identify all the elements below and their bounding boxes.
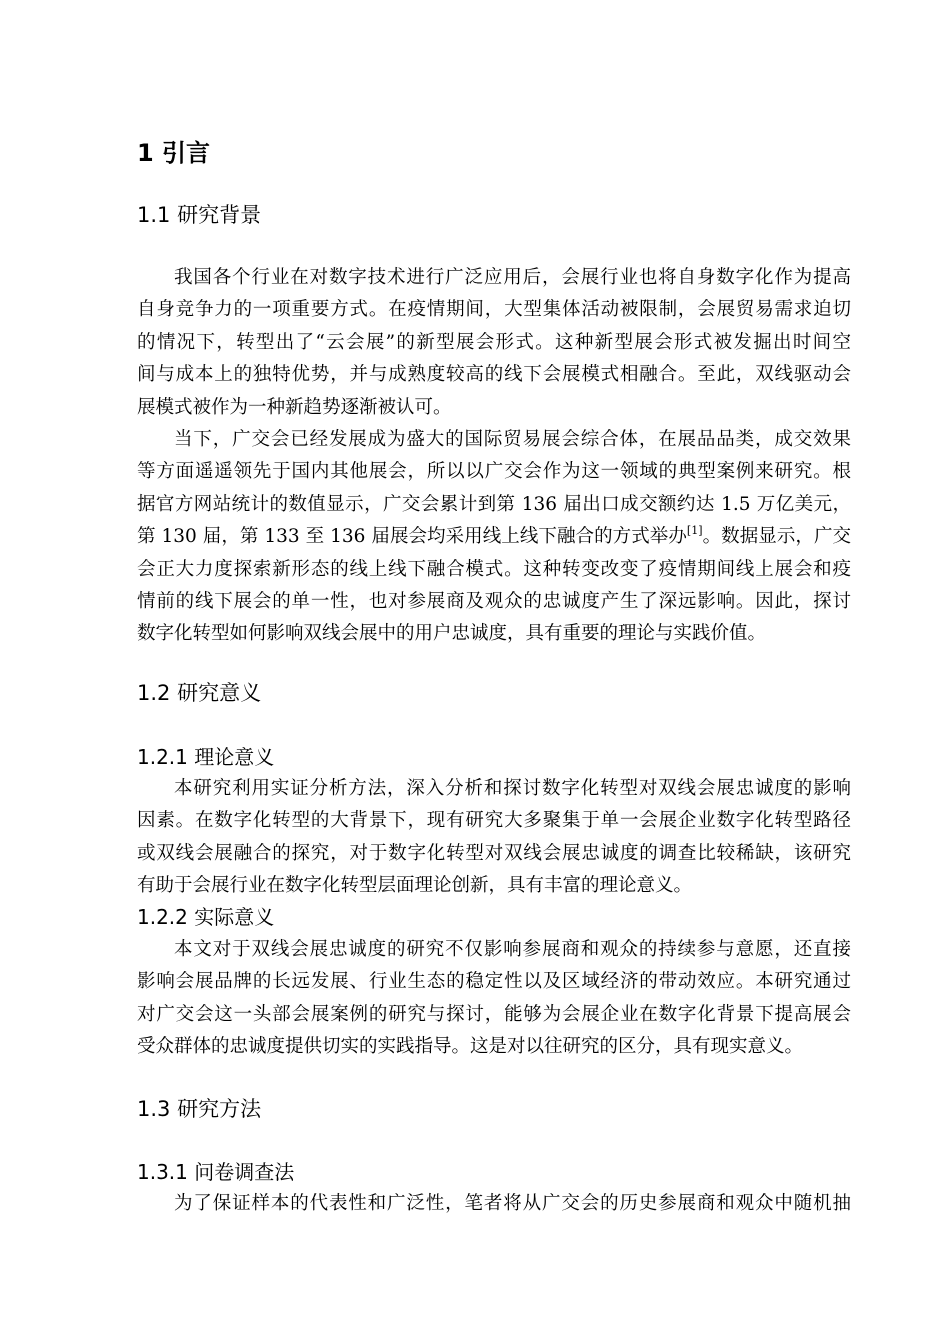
subsection-heading-1-2-1: 1.2.1 理论意义 xyxy=(137,745,275,769)
subsection-heading-1-3-1: 1.3.1 问卷调查法 xyxy=(137,1160,295,1184)
text-line: 对广交会这一头部会展案例的研究与探讨，能够为会展企业在数字化背景下提高展会 xyxy=(137,1003,851,1025)
section-heading-1-3: 1.3 研究方法 xyxy=(137,1097,262,1121)
text-line: 有助于会展行业在数字化转型层面理论创新，具有丰富的理论意义。 xyxy=(137,875,693,897)
subsection-heading-1-2-2: 1.2.2 实际意义 xyxy=(137,905,275,929)
text-line: 自身竞争力的一项重要方式。在疫情期间，大型集体活动被限制，会展贸易需求迫切 xyxy=(137,299,851,321)
citation-ref: [1] xyxy=(686,524,703,538)
text-segment: 。数据显示，广交 xyxy=(702,526,851,548)
paragraph-practical xyxy=(137,934,851,1064)
section-heading-1-1: 1.1 研究背景 xyxy=(137,203,262,227)
text-line: 我国各个行业在对数字技术进行广泛应用后，会展行业也将自身数字化作为提高 xyxy=(174,267,851,288)
text-line: 受众群体的忠诚度提供切实的实践指导。这是对以往研究的区分，具有现实意义。 xyxy=(137,1036,804,1058)
text-line: 当下，广交会已经发展成为盛大的国际贸易展会综合体，在展品品类，成交效果 xyxy=(174,429,851,450)
text-line: 本研究利用实证分析方法，深入分析和探讨数字化转型对双线会展忠诚度的影响 xyxy=(174,778,851,799)
text-line: 情前的线下展会的单一性，也对参展商及观众的忠诚度产生了深远影响。因此，探讨 xyxy=(137,590,851,612)
text-line: 或双线会展融合的探究，对于数字化转型对双线会展忠诚度的调查比较稀缺，该研究 xyxy=(137,842,851,864)
text-line: 因素。在数字化转型的大背景下，现有研究大多聚集于单一会展企业数字化转型路径 xyxy=(137,810,851,832)
text-line: 影响会展品牌的长远发展、行业生态的稳定性以及区域经济的带动效应。本研究通过 xyxy=(137,971,851,993)
text-line: 会正大力度探索新形态的线上线下融合模式。这种转变改变了疫情期间线上展会和疫 xyxy=(137,558,851,580)
paragraph-background-2 xyxy=(137,424,851,651)
paragraph-theory xyxy=(137,773,851,903)
text-line xyxy=(137,521,851,553)
text-segment: 第 130 届，第 133 至 136 届展会均采用线上线下融合的方式举办 xyxy=(137,526,687,548)
paragraph-questionnaire xyxy=(137,1188,851,1220)
text-line: 本文对于双线会展忠诚度的研究不仅影响参展商和观众的持续参与意愿，还直接 xyxy=(174,939,851,960)
text-line: 数字化转型如何影响双线会展中的用户忠诚度，具有重要的理论与实践价值。 xyxy=(137,623,767,645)
text-line: 等方面遥遥领先于国内其他展会，所以以广交会作为这一领域的典型案例来研究。根 xyxy=(137,461,851,483)
section-heading-1-2: 1.2 研究意义 xyxy=(137,681,262,705)
text-line: 的情况下，转型出了“云会展”的新型展会形式。这种新型展会形式被发掘出时间空 xyxy=(137,331,851,353)
paragraph-background-1 xyxy=(137,262,851,424)
text-line: 间与成本上的独特优势，并与成熟度较高的线下会展模式相融合。至此，双线驱动会 xyxy=(137,364,851,386)
text-line: 据官方网站统计的数值显示，广交会累计到第 136 届出口成交额约达 1.5 万亿美元， xyxy=(137,493,851,515)
text-line: 为了保证样本的代表性和广泛性，笔者将从广交会的历史参展商和观众中随机抽 xyxy=(174,1193,851,1214)
text-line: 展模式被作为一种新趋势逐渐被认可。 xyxy=(137,396,452,418)
chapter-heading: 1 引言 xyxy=(137,139,211,167)
